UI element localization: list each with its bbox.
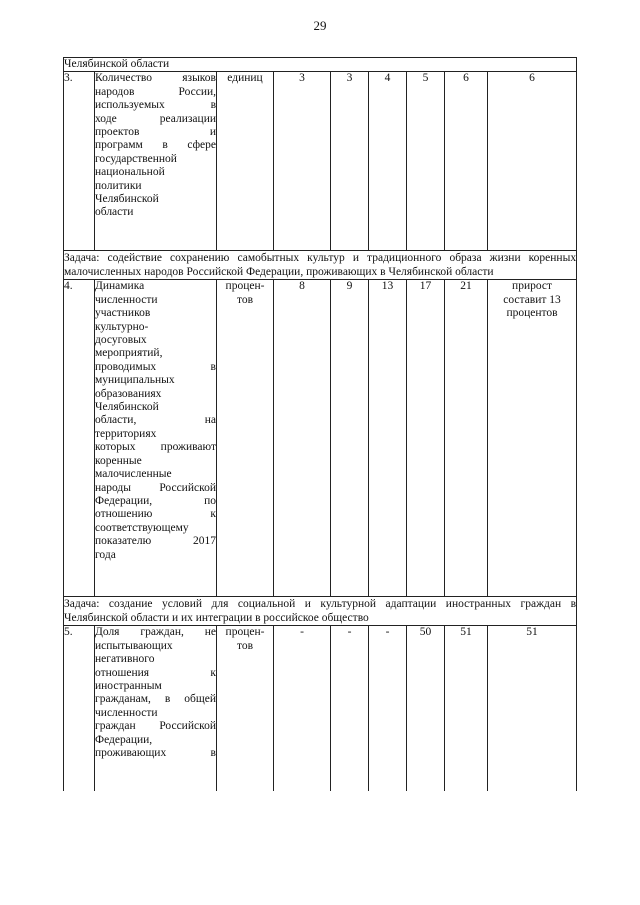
indicator-name-line: года [95, 548, 116, 561]
indicator-name-line: муниципальных [95, 374, 175, 387]
value-cell: 9 [331, 280, 369, 597]
indicator-name-line: Количество языков [95, 72, 216, 85]
indicator-name-line: образованиях [95, 387, 162, 400]
indicator-name-line: Динамика [95, 280, 145, 293]
value-cell: 6 [445, 72, 488, 251]
indicator-name-line: участников [95, 307, 151, 320]
target-cell: 6 [488, 72, 577, 251]
value-cell: 5 [407, 72, 445, 251]
indicator-name-line: негативного [95, 653, 155, 666]
indicator-name-line: государственной [95, 152, 177, 165]
value-cell: 17 [407, 280, 445, 597]
indicator-name-line: используемых в [95, 99, 216, 112]
indicator-name-line: программ в сфере [95, 139, 216, 152]
indicator-name-line: мероприятий, [95, 347, 163, 360]
indicator-name-line: Челябинской [95, 193, 159, 206]
table-row-continuation [64, 58, 577, 72]
task-cell: Задача: содействие сохранению самобытных культур и традиционного образа жизни коренных малочисленных народов Российской Федерации, проживающих в Челябинской области [64, 252, 577, 279]
indicator-name-line: ходе реализации [95, 112, 216, 125]
indicator-name-line: проводимых в [95, 360, 216, 373]
indicator-name-line: проектов и [95, 126, 216, 139]
indicator-name-line: области, на [95, 414, 216, 427]
row-number: 5. [64, 626, 95, 792]
page-number: 29 [313, 18, 327, 33]
value-cell: 3 [274, 72, 331, 251]
indicator-name-line: территориях [95, 427, 157, 440]
indicator-name-line: численности [95, 293, 158, 306]
indicator-name-line: национальной [95, 166, 165, 179]
indicator-name-line: Челябинской [95, 401, 159, 414]
indicator-name-line: народов России, [95, 85, 216, 98]
indicator-name-line: проживающих в [95, 747, 216, 760]
indicator-name-line: численности [95, 706, 158, 719]
continuation-cell: Челябинской области [64, 58, 577, 72]
task-row [64, 251, 577, 280]
indicator-name-line: культурно- [95, 320, 149, 333]
indicators-table [63, 57, 577, 791]
table-row [64, 626, 577, 792]
indicator-name-line: показателю 2017 [95, 535, 216, 548]
indicator-name-line: отношению к [95, 508, 216, 521]
row-number: 3. [64, 72, 95, 251]
value-cell: - [331, 626, 369, 792]
row-number: 4. [64, 280, 95, 597]
indicator-name-line: соответствующему [95, 521, 189, 534]
value-cell: - [369, 626, 407, 792]
indicator-name-line: отношения к [95, 666, 216, 679]
indicator-name-line: малочисленные [95, 468, 172, 481]
unit-cell: процен- тов [217, 626, 274, 792]
indicator-name-line: народы Российской [95, 481, 216, 494]
indicator-name [95, 280, 217, 597]
indicator-name-line: которых проживают [95, 441, 216, 454]
indicator-name-line: гражданам, в общей [95, 693, 216, 706]
value-cell: 21 [445, 280, 488, 597]
unit-cell: единиц [217, 72, 274, 251]
indicator-name-line: испытывающих [95, 639, 173, 652]
value-cell: - [274, 626, 331, 792]
indicator-name-line: досуговых [95, 334, 147, 347]
indicator-name-line: Федерации, [95, 733, 153, 746]
value-cell: 4 [369, 72, 407, 251]
indicator-name-line: политики [95, 179, 142, 192]
table-row [64, 72, 577, 251]
indicator-name-line: Доля граждан, не [95, 626, 216, 639]
indicator-name-line: коренные [95, 454, 142, 467]
value-cell: 51 [445, 626, 488, 792]
target-cell: прирост составит 13 процентов [488, 280, 577, 597]
indicator-name-line: иностранным [95, 680, 162, 693]
indicator-name-line: Федерации, по [95, 494, 216, 507]
value-cell: 13 [369, 280, 407, 597]
indicator-name [95, 626, 217, 792]
value-cell: 50 [407, 626, 445, 792]
indicator-name-line: граждан Российской [95, 720, 216, 733]
indicator-name-line: области [95, 206, 134, 219]
value-cell: 3 [331, 72, 369, 251]
unit-cell: процен- тов [217, 280, 274, 597]
task-cell: Задача: создание условий для социальной и культурной адаптации иностранных граждан в Челябинской области и их интеграции в российское общество [64, 598, 577, 625]
value-cell: 8 [274, 280, 331, 597]
indicator-name [95, 72, 217, 251]
task-row [64, 597, 577, 626]
table-row [64, 280, 577, 597]
target-cell: 51 [488, 626, 577, 792]
